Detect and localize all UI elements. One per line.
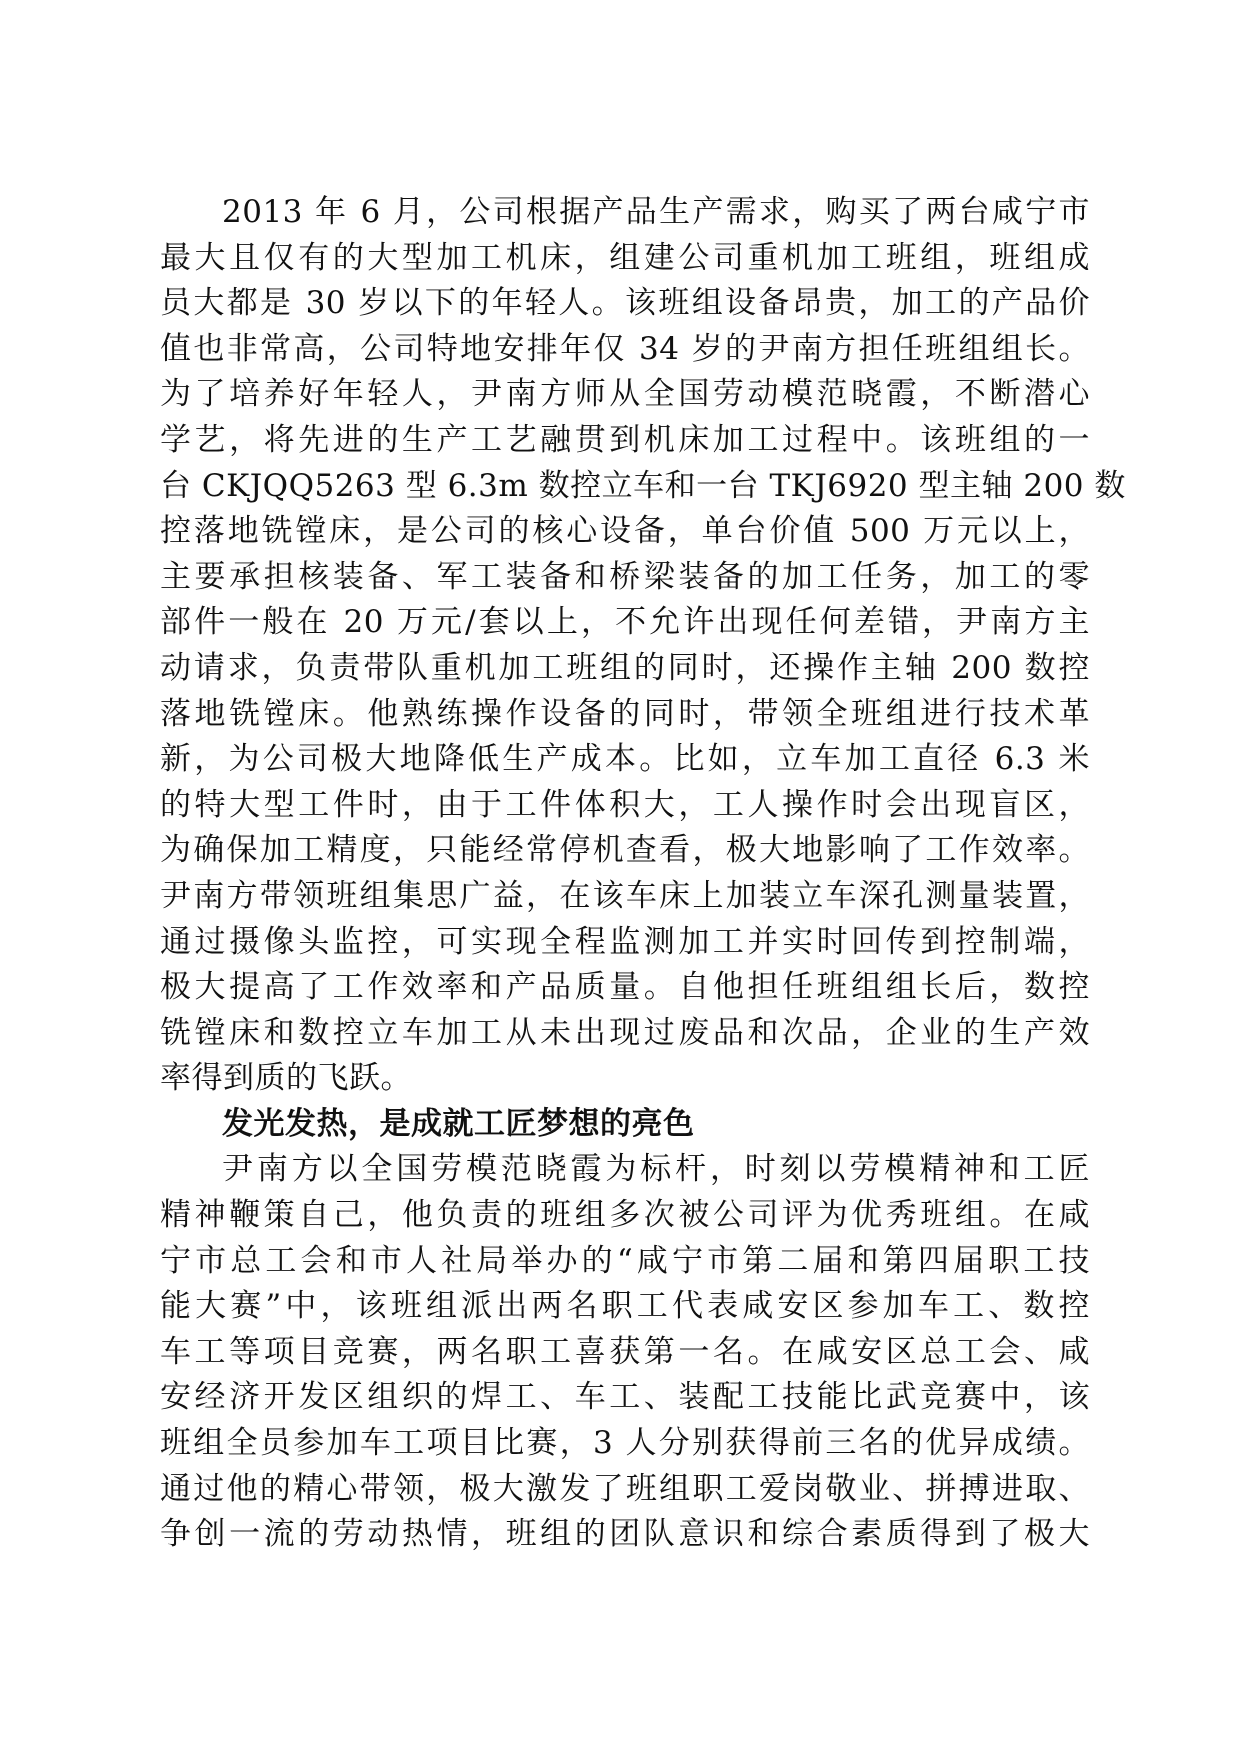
section-heading: 发光发热，是成就工匠梦想的亮色 [222,1105,695,1142]
text-line: 精神鞭策自己，他负责的班组多次被公司评为优秀班组。在咸 [160,1197,1090,1234]
document-body [160,190,1126,1558]
text-line: 为确保加工精度，只能经常停机查看，极大地影响了工作效率。 [160,832,1090,869]
text-line: 车工等项目竞赛，两名职工喜获第一名。在咸安区总工会、咸 [160,1333,1090,1370]
text-line: 落地铣镗床。他熟练操作设备的同时，带领全班组进行技术革 [160,695,1090,732]
paragraph-2 [160,1147,1090,1557]
text-line: 动请求，负责带队重机加工班组的同时，还操作主轴 200 数控 [160,649,1090,686]
text-line: 通过他的精心带领，极大激发了班组职工爱岗敬业、拼搏进取、 [160,1470,1090,1507]
text-line: 为了培养好年轻人，尹南方师从全国劳动模范晓霞，不断潜心 [160,376,1090,413]
text-line: 争创一流的劳动热情，班组的团队意识和综合素质得到了极大 [160,1516,1090,1553]
text-line: 率得到质的飞跃。 [160,1060,412,1097]
text-line: 员大都是 30 岁以下的年轻人。该班组设备昂贵，加工的产品价 [160,285,1090,322]
text-line: 新，为公司极大地降低生产成本。比如，立车加工直径 6.3 米 [160,741,1090,778]
text-line: 最大且仅有的大型加工机床，组建公司重机加工班组，班组成 [160,239,1090,276]
text-line: 的特大型工件时，由于工件体积大，工人操作时会出现盲区， [160,786,1090,823]
text-line: 值也非常高，公司特地安排年仅 34 岁的尹南方担任班组组长。 [160,330,1090,367]
text-line: 宁市总工会和市人社局举办的“咸宁市第二届和第四届职工技 [160,1242,1090,1279]
text-line: 2013 年 6 月，公司根据产品生产需求，购买了两台咸宁市 [222,194,1090,230]
text-line: 主要承担核装备、军工装备和桥梁装备的加工任务，加工的零 [160,558,1090,595]
text-line: 通过摄像头监控，可实现全程监测加工并实时回传到控制端， [160,923,1090,960]
text-line: 班组全员参加车工项目比赛，3 人分别获得前三名的优异成绩。 [160,1425,1090,1462]
text-line: 部件一般在 20 万元/套以上，不允许出现任何差错，尹南方主 [160,604,1090,641]
text-line: 学艺，将先进的生产工艺融贯到机床加工过程中。该班组的一 [160,421,1090,458]
text-line: 尹南方以全国劳模范晓霞为标杆，时刻以劳模精神和工匠 [222,1151,1090,1188]
text-line: 能大赛”中，该班组派出两名职工代表咸安区参加车工、数控 [160,1288,1090,1325]
text-line: 极大提高了工作效率和产品质量。自他担任班组组长后，数控 [160,969,1090,1006]
text-line: 尹南方带领班组集思广益，在该车床上加装立车深孔测量装置， [160,877,1090,914]
text-line: 安经济开发区组织的焊工、车工、装配工技能比武竞赛中，该 [160,1379,1090,1416]
text-line: 铣镗床和数控立车加工从未出现过废品和次品，企业的生产效 [160,1014,1090,1051]
text-line: 台 CKJQQ5263 型 6.3m 数控立车和一台 TKJ6920 型主轴 200 数 [160,467,1126,504]
paragraph-1 [160,190,1126,1102]
text-line: 控落地铣镗床，是公司的核心设备，单台价值 500 万元以上， [160,513,1090,550]
